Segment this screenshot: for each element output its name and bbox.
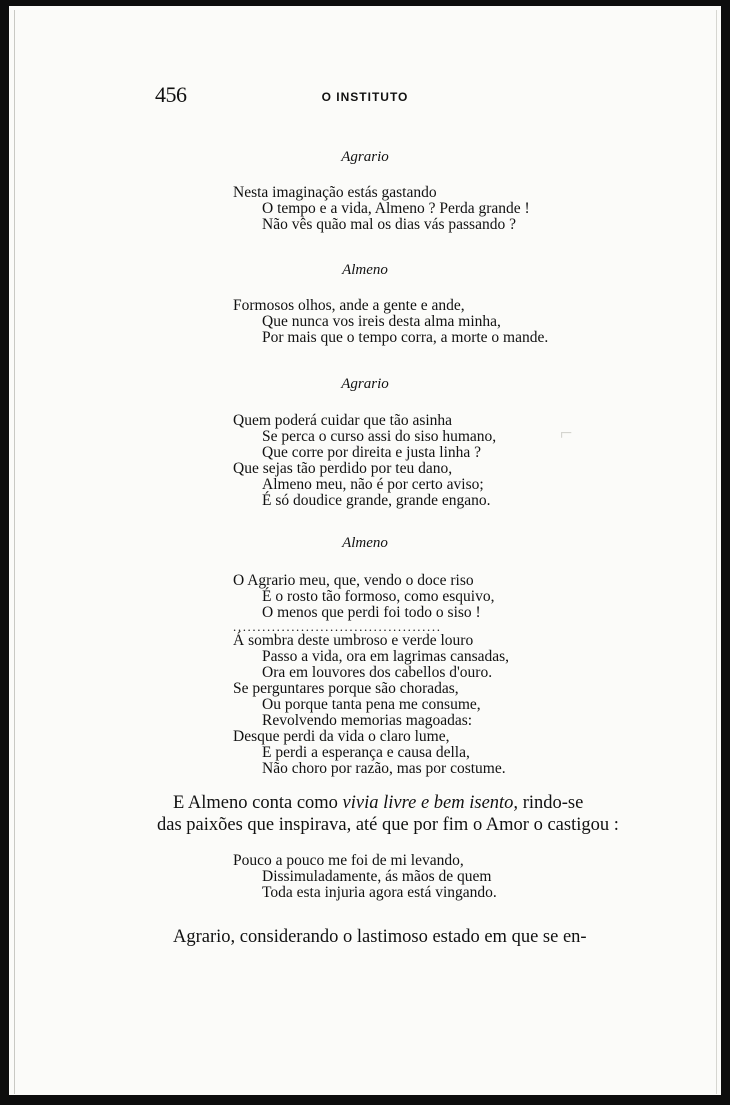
prose-line: Agrario, considerando o lastimoso estado em que se en-	[173, 927, 587, 947]
verse-line: Não choro por razão, mas por costume.	[262, 760, 506, 777]
verse-line: Se perca o curso assi do siso humano,	[262, 428, 497, 445]
verse-line: Que corre por direita e justa linha ?	[262, 444, 482, 461]
verse-line: O tempo e a vida, Almeno ? Perda grande !	[262, 200, 530, 217]
prose-paragraph	[157, 792, 637, 836]
verse-line: É só doudice grande, grande engano.	[262, 492, 491, 509]
page-number: 456	[155, 82, 187, 107]
show-through-mark: ⌐	[560, 420, 573, 445]
verse-line: É o rosto tão formoso, como esquivo,	[262, 588, 495, 605]
verse-line: Pouco a pouco me foi de mi levando,	[233, 852, 464, 869]
verse-stanza	[233, 853, 497, 901]
verse-line: Que nunca vos ireis desta alma minha,	[262, 313, 501, 330]
verse-line: Almeno meu, não é por certo aviso;	[262, 476, 484, 493]
verse-line: Formosos olhos, ande a gente e ande,	[233, 297, 465, 314]
verse-stanza	[233, 185, 530, 233]
speaker-name: Agrario	[341, 376, 389, 392]
scan-border-bottom	[0, 1095, 730, 1105]
prose-text: E Almeno conta como	[173, 793, 343, 813]
speaker-name: Almeno	[342, 262, 388, 278]
verse-line: Revolvendo memorias magoadas:	[262, 712, 473, 729]
verse-line: O Agrario meu, que, vendo o doce riso	[233, 572, 474, 589]
prose-line: das paixões que inspirava, até que por fim o Amor o castigou :	[157, 815, 619, 835]
verse-line: Nesta imaginação estás gastando	[233, 184, 437, 201]
prose-text: rindo-se	[518, 793, 584, 813]
verse-stanza	[233, 298, 548, 346]
prose-line	[157, 792, 637, 814]
ellipsis-row: ...........................................	[233, 619, 442, 634]
verse-line: Dissimuladamente, ás mãos de quem	[262, 868, 492, 885]
verse-stanza	[233, 413, 496, 509]
verse-line: Ora em louvores dos cabellos d'ouro.	[262, 664, 493, 681]
verse-line: Toda esta injuria agora está vingando.	[262, 884, 497, 901]
verse-line: Não vês quão mal os dias vás passando ?	[262, 216, 516, 233]
speaker-name: Agrario	[341, 149, 389, 165]
verse-line: Quem poderá cuidar que tão asinha	[233, 412, 453, 429]
prose-paragraph	[157, 926, 637, 948]
verse-line: Por mais que o tempo corra, a morte o mande.	[262, 329, 549, 346]
verse-line: Passo a vida, ora em lagrimas cansadas,	[262, 648, 510, 665]
speaker-name: Almeno	[342, 535, 388, 551]
verse-line: Que sejas tão perdido por teu dano,	[233, 460, 453, 477]
verse-line: Ou porque tanta pena me consume,	[262, 696, 481, 713]
verse-line: Se perguntares porque são choradas,	[233, 680, 459, 697]
verse-line: Desque perdi da vida o claro lume,	[233, 728, 450, 745]
verse-stanza	[233, 573, 494, 621]
verse-line: Á sombra deste umbroso e verde louro	[233, 632, 474, 649]
scan-border-top	[0, 0, 730, 6]
verse-stanza	[233, 633, 509, 777]
verse-line: O menos que perdi foi todo o siso !	[262, 604, 481, 621]
verse-line: E perdi a esperança e causa della,	[262, 744, 470, 761]
running-title: O INSTITUTO	[321, 90, 409, 104]
prose-italic-quote: vivia livre e bem isento,	[342, 793, 519, 813]
